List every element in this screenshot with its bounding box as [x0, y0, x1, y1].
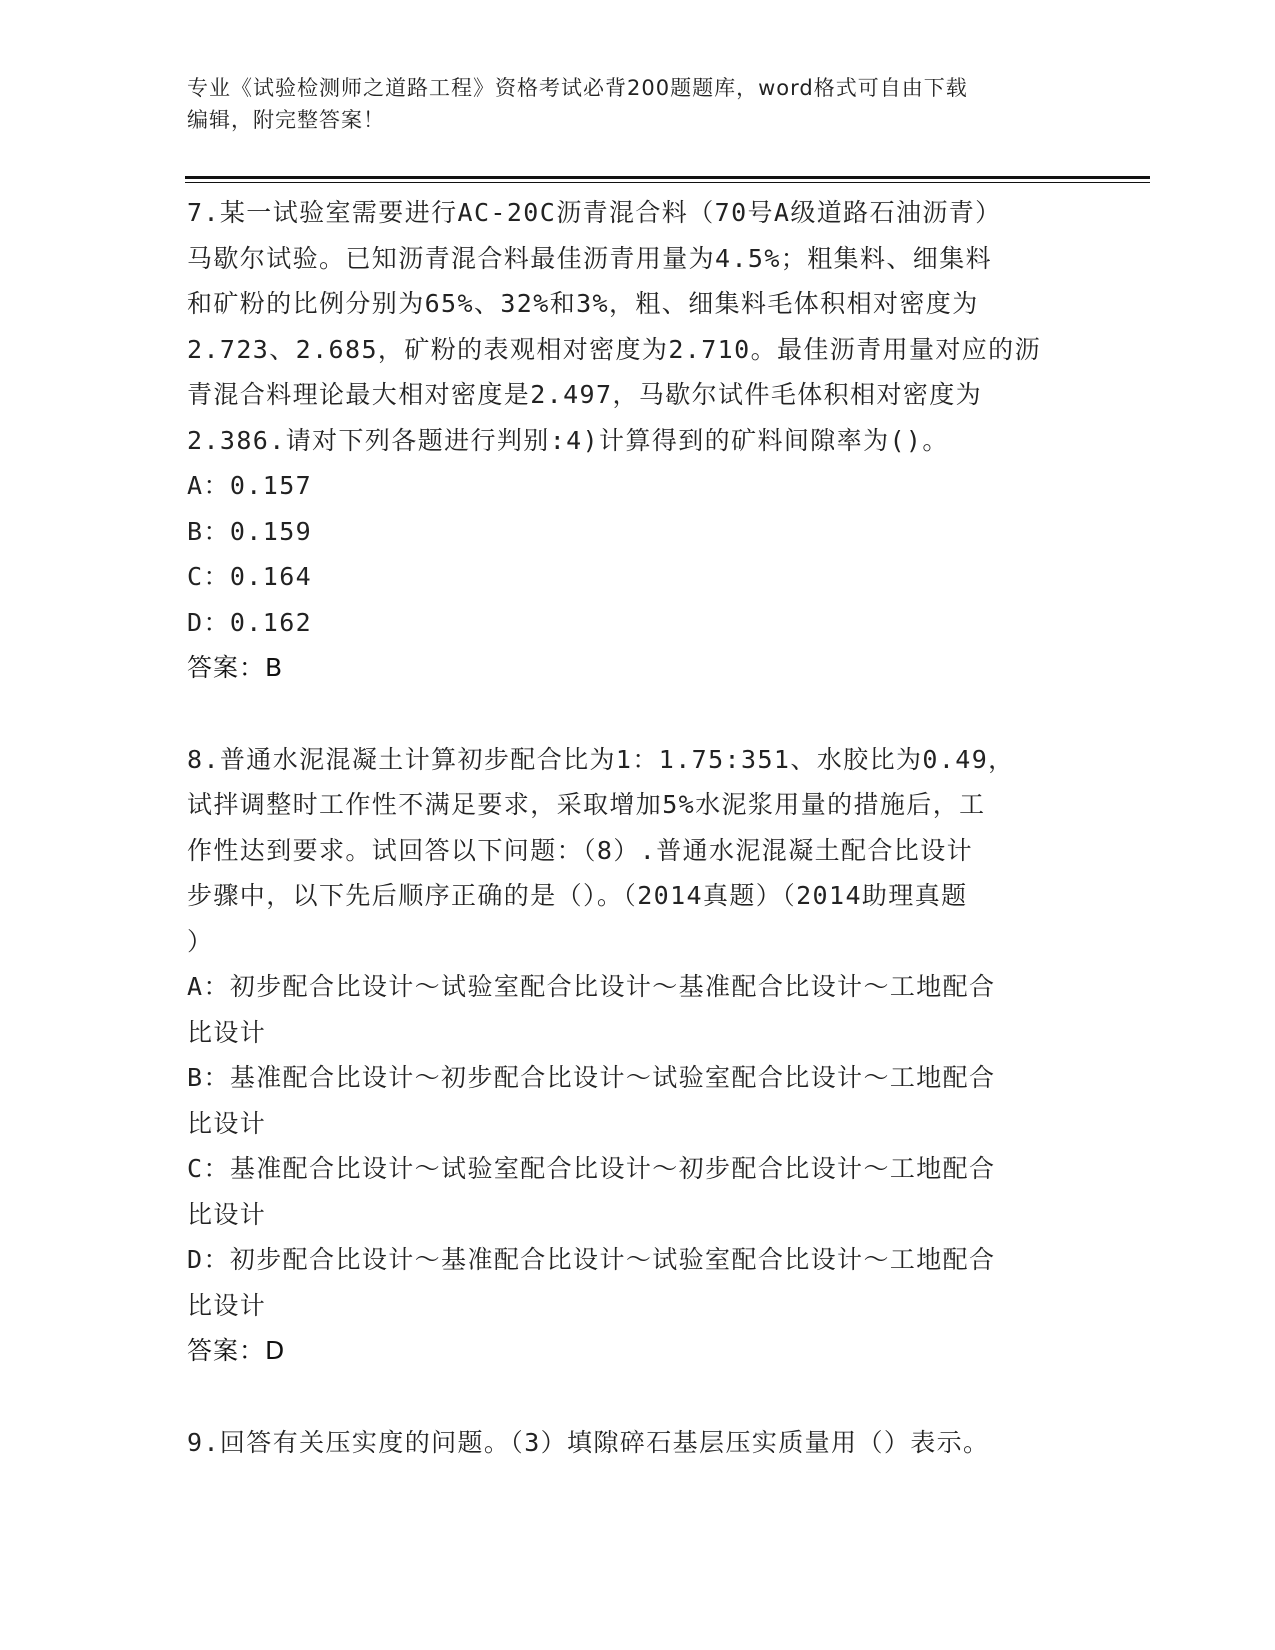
stem-line: 7.某一试验室需要进行AC-20C沥青混合料（70号A级道路石油沥青） [187, 198, 1002, 227]
option-d: D：初步配合比设计～基准配合比设计～试验室配合比设计～工地配合 比设计 [187, 1245, 996, 1320]
question-stem [187, 737, 1087, 965]
stem-line: ） [187, 926, 214, 956]
header-divider-thin [185, 182, 1150, 183]
stem-line: 马歇尔试验。已知沥青混合料最佳沥青用量为4.5%；粗集料、细集料 [187, 243, 993, 273]
option-a: A：0.157 [187, 471, 313, 500]
question-8 [187, 737, 1087, 1374]
option-b: B：0.159 [187, 516, 313, 546]
option-c: C：0.164 [187, 562, 313, 591]
answer-line: 答案：D [187, 1336, 286, 1365]
question-9 [187, 1420, 1087, 1466]
question-gap [187, 1374, 1087, 1420]
stem-line: 作性达到要求。试回答以下问题：（8）.普通水泥混凝土配合比设计 [187, 835, 974, 865]
option-d: D：0.162 [187, 607, 313, 637]
option-a: A：初步配合比设计～试验室配合比设计～基准配合比设计～工地配合 比设计 [187, 972, 996, 1047]
header-line-1: 专业《试验检测师之道路工程》资格考试必背200题题库，word格式可自由下载 [187, 76, 968, 100]
stem-line: 8.普通水泥混凝土计算初步配合比为1：1.75:351、水胶比为0.49， [187, 744, 1015, 774]
stem-line: 9.回答有关压实度的问题。（3）填隙碎石基层压实质量用（）表示。 [187, 1427, 990, 1457]
option-b: B：基准配合比设计～初步配合比设计～试验室配合比设计～工地配合 比设计 [187, 1063, 996, 1138]
header-divider-thick [185, 176, 1150, 179]
document-header [187, 72, 1087, 136]
stem-line: 试拌调整时工作性不满足要求，采取增加5%水泥浆用量的措施后，工 [187, 790, 986, 819]
question-7 [187, 190, 1087, 691]
answer-line: 答案：B [187, 653, 284, 682]
question-stem [187, 190, 1087, 463]
question-stem [187, 1420, 1087, 1466]
stem-line: 2.386.请对下列各题进行判别:4)计算得到的矿料间隙率为()。 [187, 425, 949, 455]
option-c: C：基准配合比设计～试验室配合比设计～初步配合比设计～工地配合 比设计 [187, 1154, 996, 1229]
header-line-2: 编辑，附完整答案！ [187, 108, 385, 132]
stem-line: 步骤中，以下先后顺序正确的是（）。（2014真题）（2014助理真题 [187, 881, 968, 910]
stem-line: 青混合料理论最大相对密度是2.497，马歇尔试件毛体积相对密度为 [187, 380, 983, 409]
question-list [187, 190, 1087, 1465]
stem-line: 和矿粉的比例分别为65%、32%和3%，粗、细集料毛体积相对密度为 [187, 289, 979, 318]
stem-line: 2.723、2.685，矿粉的表观相对密度为2.710。最佳沥青用量对应的沥 [187, 334, 1041, 364]
question-gap [187, 691, 1087, 737]
